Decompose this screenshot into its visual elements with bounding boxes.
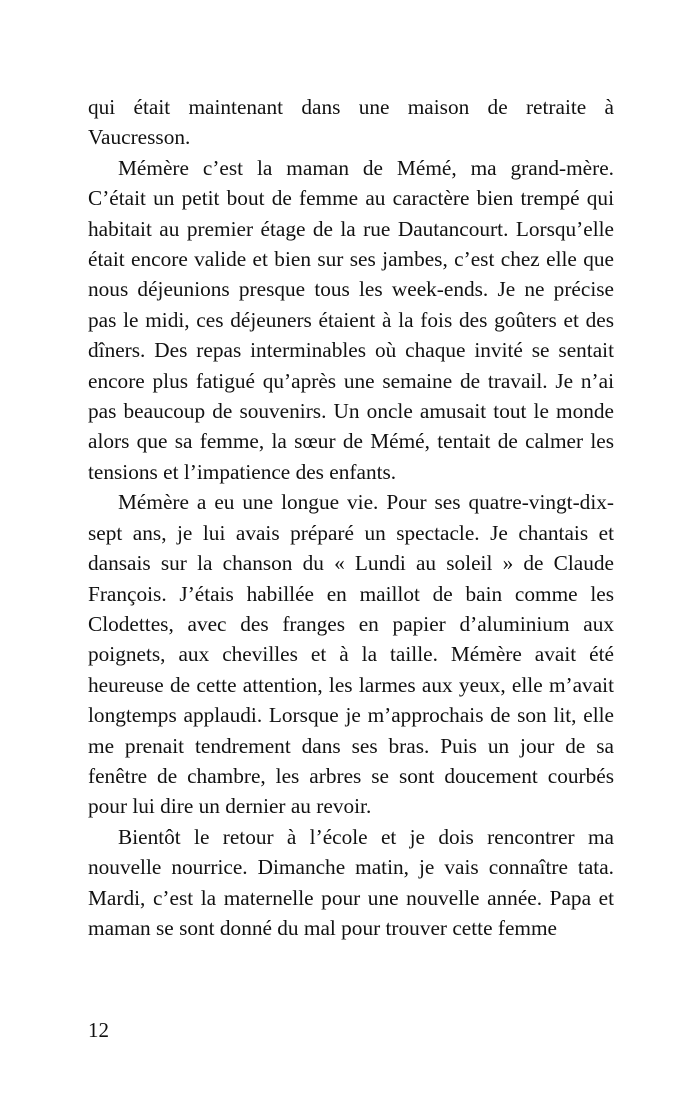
paragraph-back-to-school: Bientôt le retour à l’école et je dois rencontrer ma nouvelle nourrice. Dimanche matin, je vais connaître tata. Mardi, c’est la maternelle pour une nouvelle année. Papa et maman se sont donné du mal pour trouver cette femme (88, 824, 614, 940)
body-text (88, 92, 614, 943)
paragraph-continuation: qui était maintenant dans une maison de retraite à Vaucresson. (88, 95, 614, 150)
paragraph-memere-description: Mémère c’est la maman de Mémé, ma grand-mère. C’était un petit bout de femme au caractère bien trempé qui habitait au premier étage de la rue Dautancourt. Lorsqu’elle était encore valide et bien sur ses jambes, c’est chez elle que nous déjeunions presque tous les week-ends. Je ne précise pas le midi, ces déjeuners étaient à la fois des goûters et des dîners. Des repas interminables où chaque invité se sentait encore plus fatigué qu’après une semaine de travail. Je n’ai pas beaucoup de souvenirs. Un oncle amusait tout le monde alors que sa femme, la sœur de Mémé, tentait de calmer les tensions et l’impatience des enfants. (88, 155, 614, 484)
paragraph-memere-spectacle: Mémère a eu une longue vie. Pour ses quatre-vingt-dix-sept ans, je lui avais préparé un spectacle. Je chantais et dansais sur la chanson du « Lundi au soleil » de Claude François. J’étais habillée en maillot de bain comme les Clodettes, avec des franges en papier d’aluminium aux poignets, aux chevilles et à la taille. Mémère avait été heureuse de cette attention, les larmes aux yeux, elle m’avait longtemps applaudi. Lorsque je m’approchais de son lit, elle me prenait tendrement dans ses bras. Puis un jour de sa fenêtre de chambre, les arbres se sont doucement courbés pour lui dire un dernier au revoir. (88, 490, 614, 819)
page-number: 12 (88, 1018, 109, 1042)
